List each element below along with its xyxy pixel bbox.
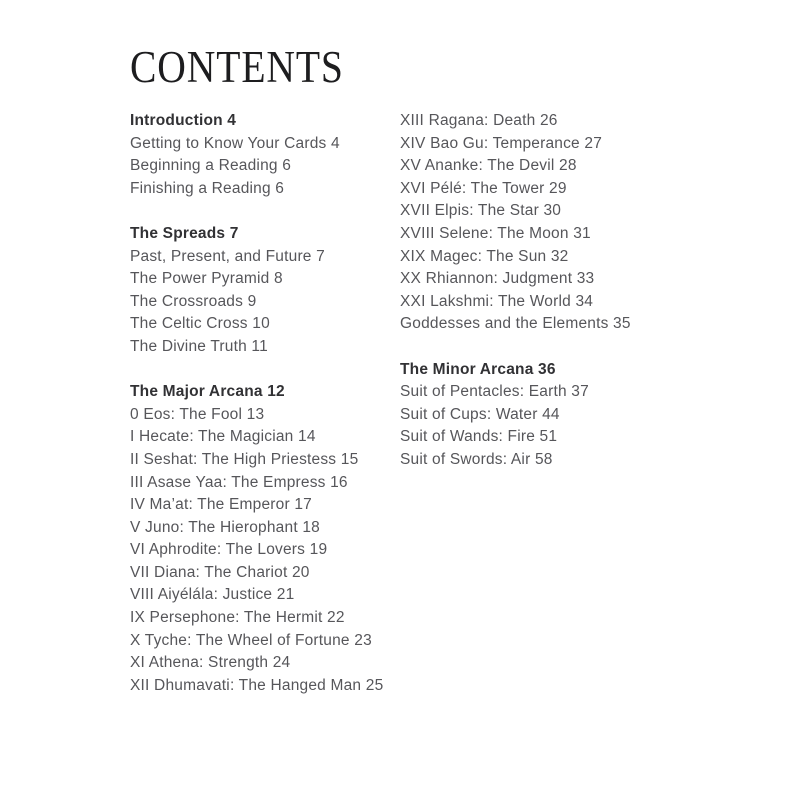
toc-entry: XV Ananke: The Devil 28	[400, 157, 577, 175]
toc-section-heading: The Major Arcana 12	[130, 383, 285, 401]
toc-entry: IV Ma’at: The Emperor 17	[130, 496, 312, 514]
toc-entry: Beginning a Reading 6	[130, 157, 292, 175]
toc-entry: V Juno: The Hierophant 18	[130, 518, 320, 536]
toc-entry: The Divine Truth 11	[130, 337, 268, 355]
toc-entry: Getting to Know Your Cards 4	[130, 134, 340, 152]
toc-entry: Finishing a Reading 6	[130, 179, 285, 197]
toc-section-major-arcana	[130, 381, 400, 697]
toc-entry: Goddesses and the Elements 35	[400, 315, 631, 333]
toc-columns	[130, 110, 760, 697]
toc-section-minor-arcana	[400, 359, 760, 472]
toc-entry: XVII Elpis: The Star 30	[400, 202, 562, 220]
toc-column-right	[400, 110, 760, 472]
toc-entry: The Power Pyramid 8	[130, 270, 283, 288]
toc-entry: VI Aphrodite: The Lovers 19	[130, 541, 328, 559]
toc-entry: Suit of Cups: Water 44	[400, 405, 560, 423]
toc-section-heading: The Minor Arcana 36	[400, 360, 556, 378]
page-title: CONTENTS	[130, 42, 344, 92]
toc-section-major-arcana-continued	[400, 110, 760, 336]
toc-section-heading: Introduction 4	[130, 112, 237, 129]
toc-entry: XIV Bao Gu: Temperance 27	[400, 134, 603, 152]
toc-entry: XIX Magec: The Sun 32	[400, 247, 569, 265]
toc-entry: XII Dhumavati: The Hanged Man 25	[130, 676, 384, 694]
toc-entry: Suit of Swords: Air 58	[400, 450, 553, 468]
toc-entry: XVIII Selene: The Moon 31	[400, 224, 591, 242]
toc-entry: 0 Eos: The Fool 13	[130, 405, 265, 423]
toc-entry: I Hecate: The Magician 14	[130, 428, 316, 446]
toc-entry: The Crossroads 9	[130, 292, 257, 310]
toc-section-spreads	[130, 223, 400, 359]
toc-entry: Suit of Pentacles: Earth 37	[400, 383, 589, 401]
toc-entry: X Tyche: The Wheel of Fortune 23	[130, 631, 372, 649]
toc-entry: XX Rhiannon: Judgment 33	[400, 270, 595, 288]
toc-entry: IX Persephone: The Hermit 22	[130, 609, 345, 627]
toc-entry: The Celtic Cross 10	[130, 315, 270, 333]
toc-entry: XVI Pélé: The Tower 29	[400, 179, 567, 197]
toc-section-heading: The Spreads 7	[130, 224, 239, 242]
toc-entry: VIII Aiyélála: Justice 21	[130, 586, 295, 604]
toc-entry: Suit of Wands: Fire 51	[400, 428, 558, 446]
toc-entry: II Seshat: The High Priestess 15	[130, 450, 359, 468]
toc-column-left	[130, 110, 400, 697]
toc-entry: XIII Ragana: Death 26	[400, 112, 558, 129]
toc-entry: XI Athena: Strength 24	[130, 654, 291, 672]
toc-section-introduction	[130, 110, 400, 200]
toc-entry: Past, Present, and Future 7	[130, 247, 325, 265]
toc-entry: VII Diana: The Chariot 20	[130, 563, 310, 581]
toc-entry: XXI Lakshmi: The World 34	[400, 292, 594, 310]
toc-entry: III Asase Yaa: The Empress 16	[130, 473, 348, 491]
